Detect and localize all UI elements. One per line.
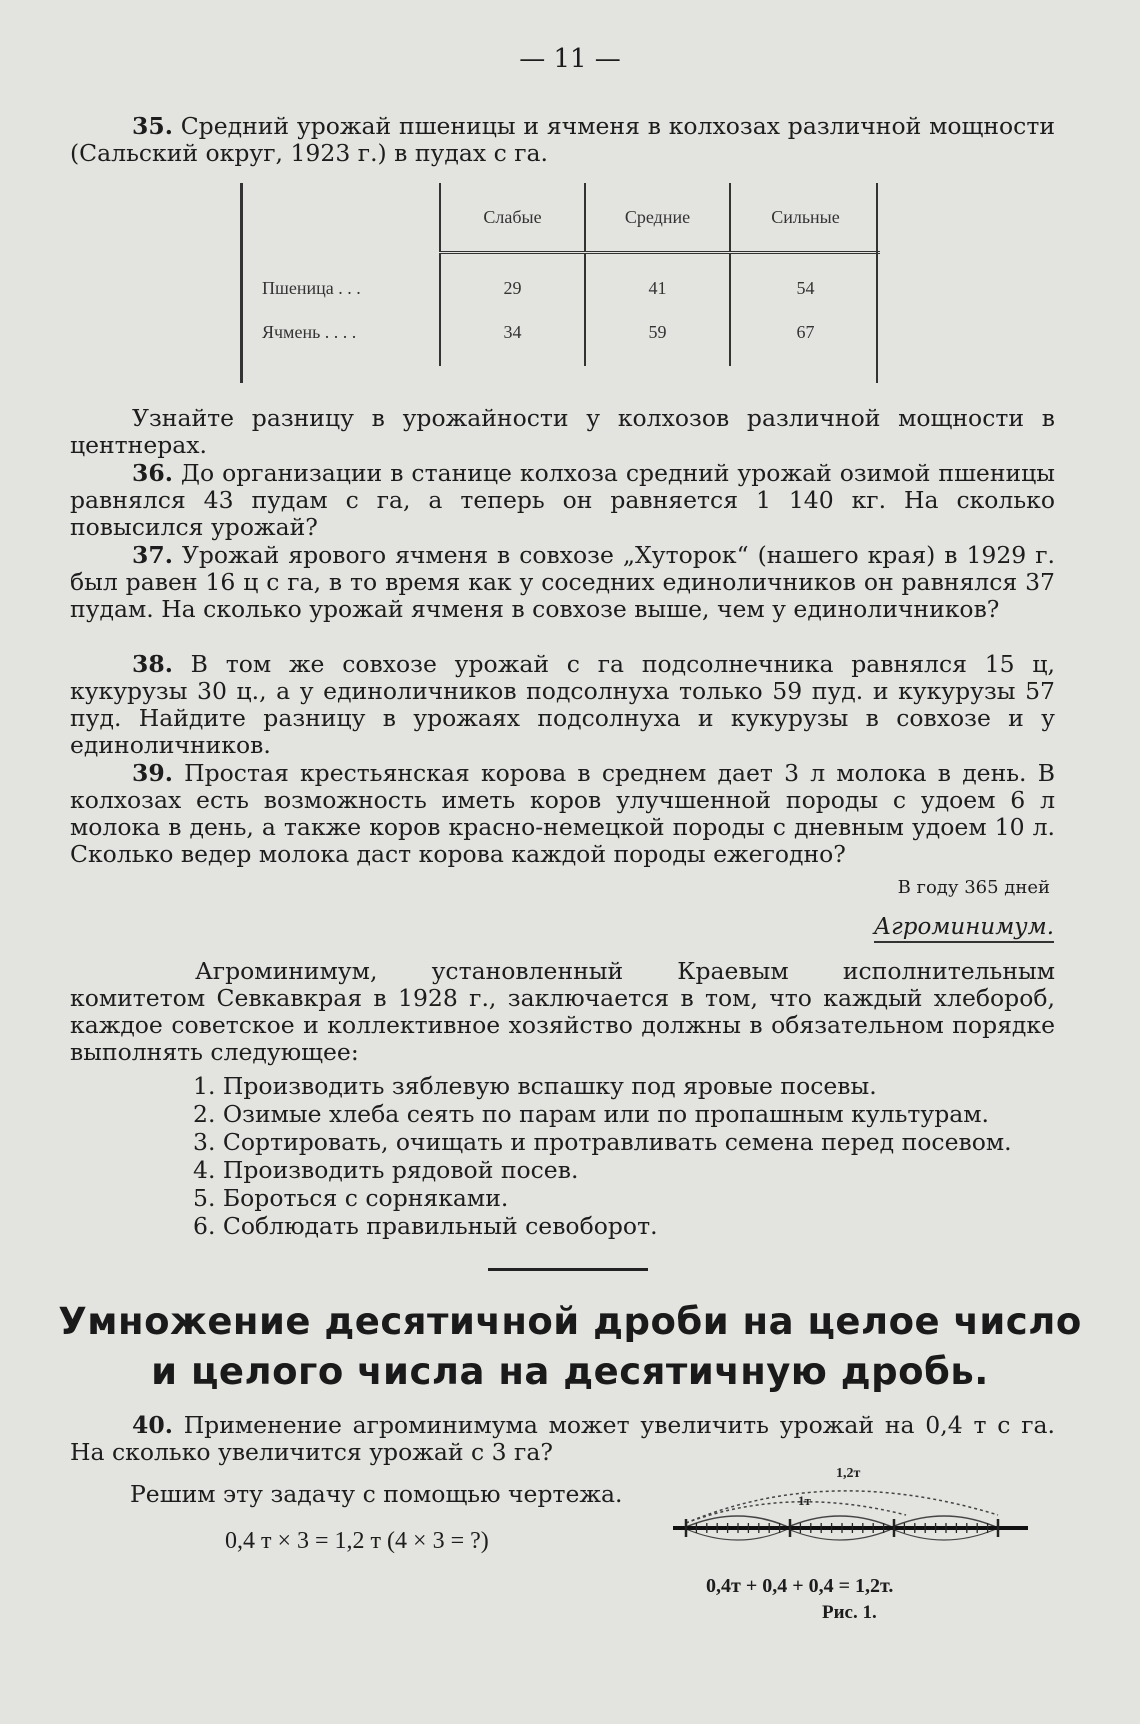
page-number: — 11 — <box>519 44 621 74</box>
problem-number: 35. <box>132 112 173 140</box>
problem-number: 40. <box>132 1411 173 1439</box>
number-line-figure <box>668 1455 1038 1555</box>
problem-number: 39. <box>132 759 173 787</box>
problem-text: Средний урожай пшеницы и ячменя в колхозах различной мощности (Сальский округ, 1923 г.) в пудах с га. <box>70 112 1055 167</box>
arc-segment-lower <box>788 1529 892 1540</box>
row-label-barley: Ячмень . . . . <box>262 321 357 342</box>
problem-38 <box>70 651 1055 759</box>
table-row <box>240 310 880 354</box>
list-item: 4. Производить рядовой посев. <box>193 1156 579 1184</box>
label-total: 1,2т <box>836 1466 861 1481</box>
section-title-line-1: Умножение десятичной дроби на целое число <box>58 1300 1082 1343</box>
arc-segment-lower <box>892 1529 996 1540</box>
table-corner <box>240 183 440 253</box>
method-text: Решим эту задачу с помощью чертежа. <box>130 1480 623 1508</box>
agrominimum-text: Агроминимум, установленный Краевым исполнительным комитетом Севкавкрая в 1928 г., заключается в том, что каждый хлебороб, каждое советское и коллективное хозяйство должны в обязательном порядке выполнять следующее: <box>70 957 1055 1066</box>
problem-37 <box>70 542 1055 623</box>
arc-segment <box>686 1516 788 1527</box>
problem-number: 38. <box>132 650 173 678</box>
arc-total <box>686 1491 998 1523</box>
arc-segment <box>788 1516 892 1527</box>
section-title-line-2: и целого числа на десятичную дробь. <box>151 1350 989 1393</box>
list-item: 6. Соблюдать правильный севоборот. <box>193 1212 658 1240</box>
yield-table <box>240 183 880 383</box>
table-cell: 54 <box>730 266 880 310</box>
problem-text: Применение агроминимума может увеличить урожай на 0,4 т с га. На сколько увеличится урожай с 3 га? <box>70 1411 1055 1466</box>
list-item: 2. Озимые хлеба сеять по парам или по пропашным культурам. <box>193 1100 989 1128</box>
problem-number: 36. <box>132 459 173 487</box>
agrominimum-list <box>193 1072 1012 1240</box>
arc-segment-lower <box>686 1529 788 1540</box>
table-cell: 59 <box>585 310 730 354</box>
col-header-medium: Средние <box>585 183 730 253</box>
problem-number: 37. <box>132 541 173 569</box>
table-row <box>240 266 880 310</box>
problem-text: Урожай ярового ячменя в совхозе „Хуторок“ (нашего края) в 1929 г. был равен 16 ц с га, в то время как у соседних единоличников он равнялся 37 пудам. На сколько урожай ячменя в совхозе выше, чем у единоличников? <box>70 541 1055 623</box>
col-header-strong: Сильные <box>730 183 880 253</box>
table-cell: 34 <box>440 310 585 354</box>
arc-segment <box>892 1516 996 1527</box>
problem-35-question: Узнайте разницу в урожайности у колхозов различной мощности в центнерах. <box>70 404 1055 459</box>
list-item: 3. Сортировать, очищать и протравливать семена перед посевом. <box>193 1128 1012 1156</box>
label-one: 1т <box>798 1493 811 1508</box>
row-label-wheat: Пшеница . . . <box>262 277 361 298</box>
problem-36 <box>70 460 1055 541</box>
problem-39 <box>70 760 1055 868</box>
section-divider <box>488 1268 648 1271</box>
col-header-weak: Слабые <box>440 183 585 253</box>
problem-text: Простая крестьянская корова в среднем дает 3 л молока в день. В колхозах есть возможность иметь коров улучшенной породы с удоем 6 л молока в день, а также коров красно-немецкой породы с дневным удоем 10 л. Сколько ведер молока даст корова каждой породы ежегодно? <box>70 759 1055 868</box>
problem-text: В том же совхозе урожай с га подсолнечника равнялся 15 ц, кукурузы 30 ц., а у единоличников подсолнуха только 59 пуд. и кукурузы 57 пуд. Найдите разницу в урожаях подсолнуха и кукурузы в совхозе и у единоличников. <box>70 650 1055 759</box>
problem-35 <box>70 113 1055 167</box>
agrominimum-heading: Агроминимум. <box>874 914 1054 943</box>
figure-equation: 0,4т + 0,4 + 0,4 = 1,2т. <box>706 1575 894 1597</box>
table-cell: 29 <box>440 266 585 310</box>
figure-caption: Рис. 1. <box>822 1602 877 1623</box>
problem-text: До организации в станице колхоза средний урожай озимой пшеницы равнялся 43 пудам с га, а теперь он равняется 1 140 кг. На сколько повысился урожай? <box>70 459 1055 541</box>
list-item: 1. Производить зяблевую вспашку под яровые посевы. <box>193 1072 877 1100</box>
list-item: 5. Бороться с сорняками. <box>193 1184 509 1212</box>
table-cell: 41 <box>585 266 730 310</box>
days-note: В году 365 дней <box>897 877 1050 898</box>
table-cell: 67 <box>730 310 880 354</box>
formula: 0,4 т × 3 = 1,2 т (4 × 3 = ?) <box>225 1528 489 1554</box>
